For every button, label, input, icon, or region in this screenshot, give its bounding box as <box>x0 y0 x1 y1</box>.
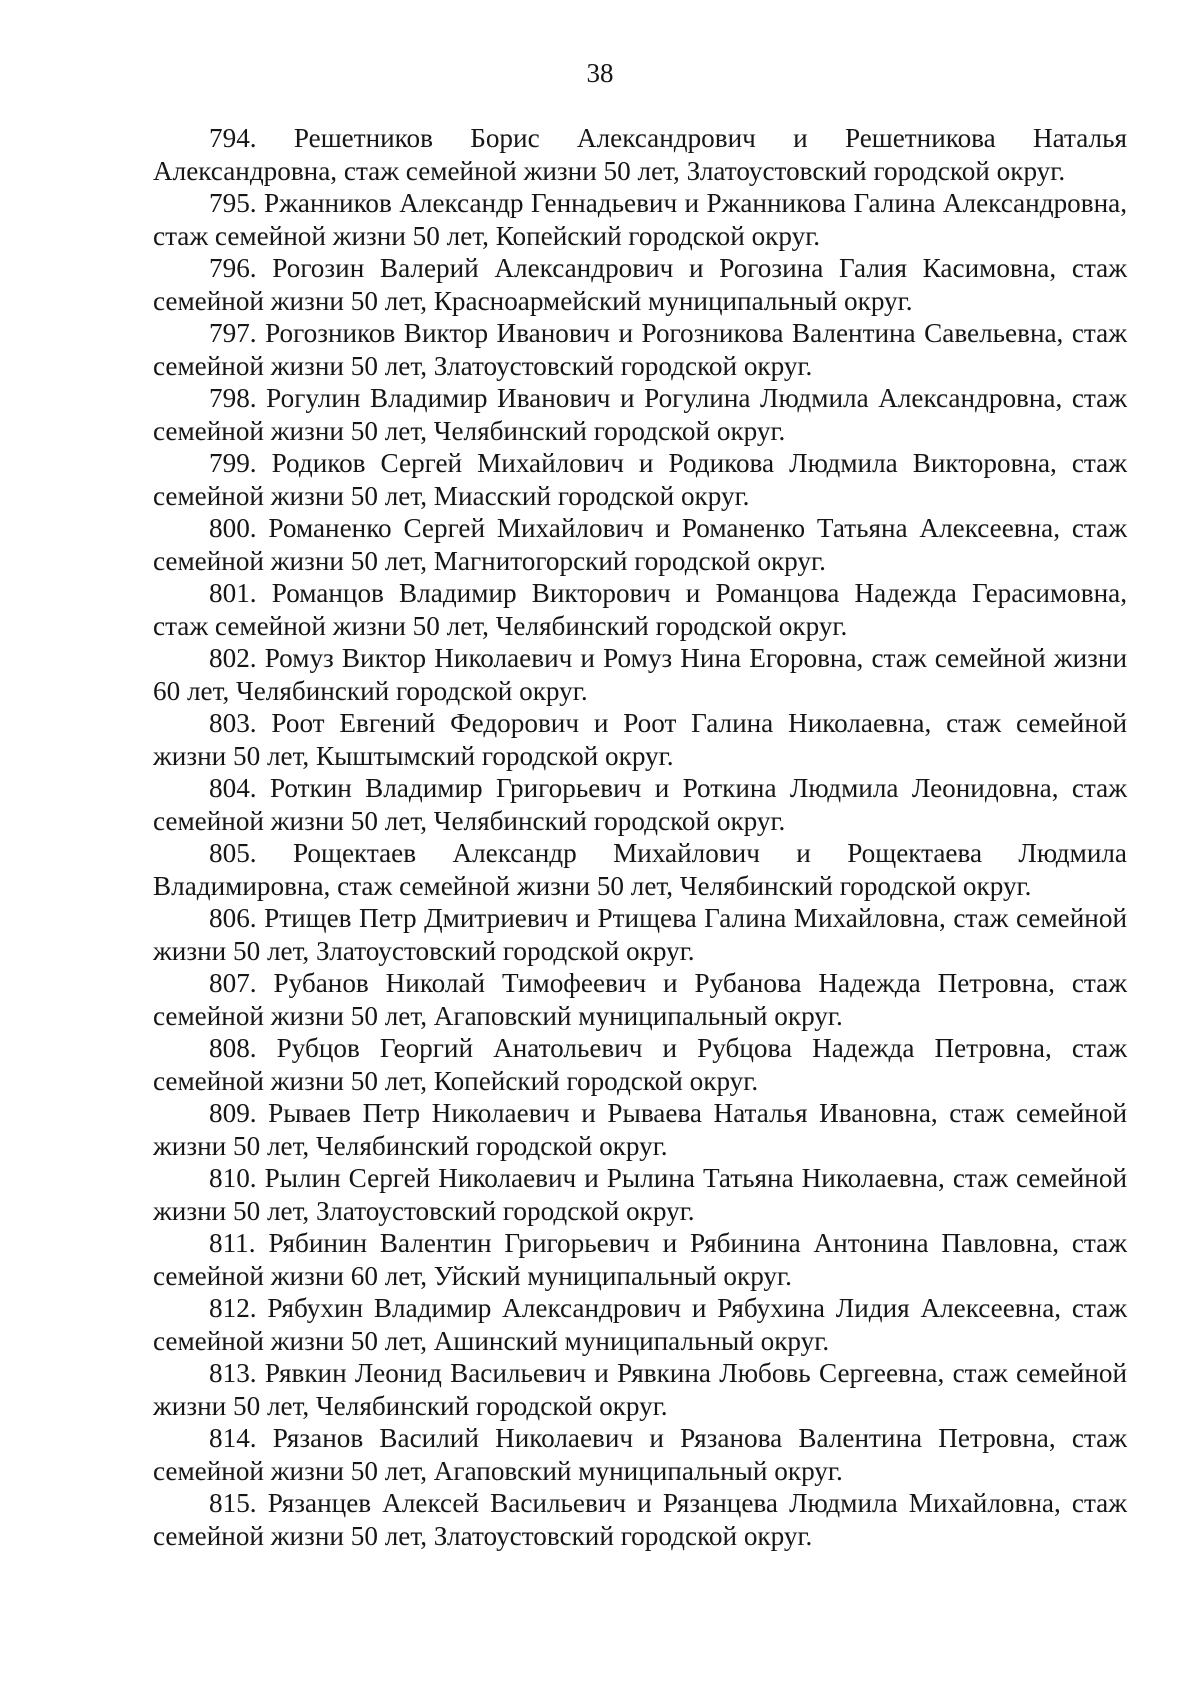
entry-number: 795. <box>209 188 257 218</box>
list-item <box>153 122 1127 187</box>
entry-text: Рязанцев Алексей Васильевич и Рязанцева Людмила Михайловна, стаж семейной жизни 50 лет, Златоустовский городской округ. <box>153 1488 1128 1551</box>
entry-number: 811. <box>209 1228 256 1258</box>
entry-number: 807. <box>209 968 257 998</box>
entry-number: 814. <box>209 1423 257 1453</box>
entry-number: 815. <box>209 1488 257 1518</box>
entry-number: 804. <box>209 773 257 803</box>
entry-text: Роткин Владимир Григорьевич и Роткина Людмила Леонидовна, стаж семейной жизни 50 лет, Челябинский городской округ. <box>153 773 1127 836</box>
entry-number: 799. <box>209 448 257 478</box>
list-item <box>153 1032 1127 1097</box>
entry-number: 797. <box>209 318 257 348</box>
entry-text: Решетников Борис Александрович и Решетникова Наталья Александровна, стаж семейной жизни 50 лет, Златоустовский городской округ. <box>153 123 1128 186</box>
entry-text: Роот Евгений Федорович и Роот Галина Николаевна, стаж семейной жизни 50 лет, Кыштымский городской округ. <box>153 708 1128 771</box>
entry-text: Рогулин Владимир Иванович и Рогулина Людмила Александровна, стаж семейной жизни 50 лет, Челябинский городской округ. <box>153 383 1128 446</box>
entry-text: Рубцов Георгий Анатольевич и Рубцова Надежда Петровна, стаж семейной жизни 50 лет, Копейский городской округ. <box>153 1033 1127 1096</box>
entry-text: Романцов Владимир Викторович и Романцова Надежда Герасимовна, стаж семейной жизни 50 лет, Челябинский городской округ. <box>153 578 1128 641</box>
list-item <box>153 1357 1127 1422</box>
entry-text: Родиков Сергей Михайлович и Родикова Людмила Викторовна, стаж семейной жизни 50 лет, Миасский городской округ. <box>153 448 1127 511</box>
entry-text: Рявкин Леонид Васильевич и Рявкина Любовь Сергеевна, стаж семейной жизни 50 лет, Челябинский городской округ. <box>153 1358 1128 1421</box>
entry-number: 805. <box>209 838 257 868</box>
list-item <box>153 772 1127 837</box>
list-item <box>153 382 1127 447</box>
list-item <box>153 1097 1127 1162</box>
entry-number: 808. <box>209 1033 257 1063</box>
entry-text: Ржанников Александр Геннадьевич и Ржанникова Галина Александровна, стаж семейной жизни 50 лет, Копейский городской округ. <box>153 188 1128 251</box>
entry-number: 802. <box>209 643 257 673</box>
entry-text: Ртищев Петр Дмитриевич и Ртищева Галина Михайловна, стаж семейной жизни 50 лет, Златоустовский городской округ. <box>153 903 1127 966</box>
entry-text: Рощектаев Александр Михайлович и Рощектаева Людмила Владимировна, стаж семейной жизни 50 лет, Челябинский городской округ. <box>153 838 1127 901</box>
entry-text: Рогозин Валерий Александрович и Рогозина Галия Касимовна, стаж семейной жизни 50 лет, Красноармейский муниципальный округ. <box>153 253 1128 316</box>
list-item <box>153 1487 1127 1552</box>
list-item <box>153 252 1127 317</box>
list-item <box>153 512 1127 577</box>
entry-number: 812. <box>209 1293 257 1323</box>
entry-number: 801. <box>209 578 257 608</box>
entry-text: Рубанов Николай Тимофеевич и Рубанова Надежда Петровна, стаж семейной жизни 50 лет, Агаповский муниципальный округ. <box>153 968 1127 1031</box>
entry-number: 796. <box>209 253 257 283</box>
entry-text: Рябинин Валентин Григорьевич и Рябинина Антонина Павловна, стаж семейной жизни 60 лет, Уйский муниципальный округ. <box>153 1228 1127 1291</box>
entry-text: Ромуз Виктор Николаевич и Ромуз Нина Егоровна, стаж семейной жизни 60 лет, Челябинский городской округ. <box>153 643 1127 706</box>
entry-number: 806. <box>209 903 257 933</box>
entry-text: Романенко Сергей Михайлович и Романенко Татьяна Алексеевна, стаж семейной жизни 50 лет, Магнитогорский городской округ. <box>153 513 1127 576</box>
entry-number: 809. <box>209 1098 257 1128</box>
list-item <box>153 902 1127 967</box>
entry-text: Рябухин Владимир Александрович и Рябухина Лидия Алексеевна, стаж семейной жизни 50 лет, Ашинский муниципальный округ. <box>153 1293 1127 1356</box>
entry-number: 800. <box>209 513 257 543</box>
list-item <box>153 967 1127 1032</box>
entry-text: Рогозников Виктор Иванович и Рогозникова Валентина Савельевна, стаж семейной жизни 50 лет, Златоустовский городской округ. <box>153 318 1127 381</box>
entry-number: 803. <box>209 708 257 738</box>
list-item <box>153 577 1127 642</box>
list-item <box>153 642 1127 707</box>
entry-number: 810. <box>209 1163 257 1193</box>
list-item <box>153 1422 1127 1487</box>
entries-list <box>153 122 1127 1552</box>
entry-number: 794. <box>209 123 257 153</box>
list-item <box>153 317 1127 382</box>
entry-number: 813. <box>209 1358 257 1388</box>
list-item <box>153 187 1127 252</box>
list-item <box>153 1162 1127 1227</box>
page-number: 38 <box>586 58 614 88</box>
list-item <box>153 1227 1127 1292</box>
list-item <box>153 447 1127 512</box>
list-item <box>153 837 1127 902</box>
list-item <box>153 707 1127 772</box>
entry-text: Рываев Петр Николаевич и Рываева Наталья Ивановна, стаж семейной жизни 50 лет, Челябинский городской округ. <box>153 1098 1128 1161</box>
list-item <box>153 1292 1127 1357</box>
entry-text: Рязанов Василий Николаевич и Рязанова Валентина Петровна, стаж семейной жизни 50 лет, Агаповский муниципальный округ. <box>153 1423 1127 1486</box>
entry-number: 798. <box>209 383 257 413</box>
entry-text: Рылин Сергей Николаевич и Рылина Татьяна Николаевна, стаж семейной жизни 50 лет, Златоустовский городской округ. <box>153 1163 1127 1226</box>
